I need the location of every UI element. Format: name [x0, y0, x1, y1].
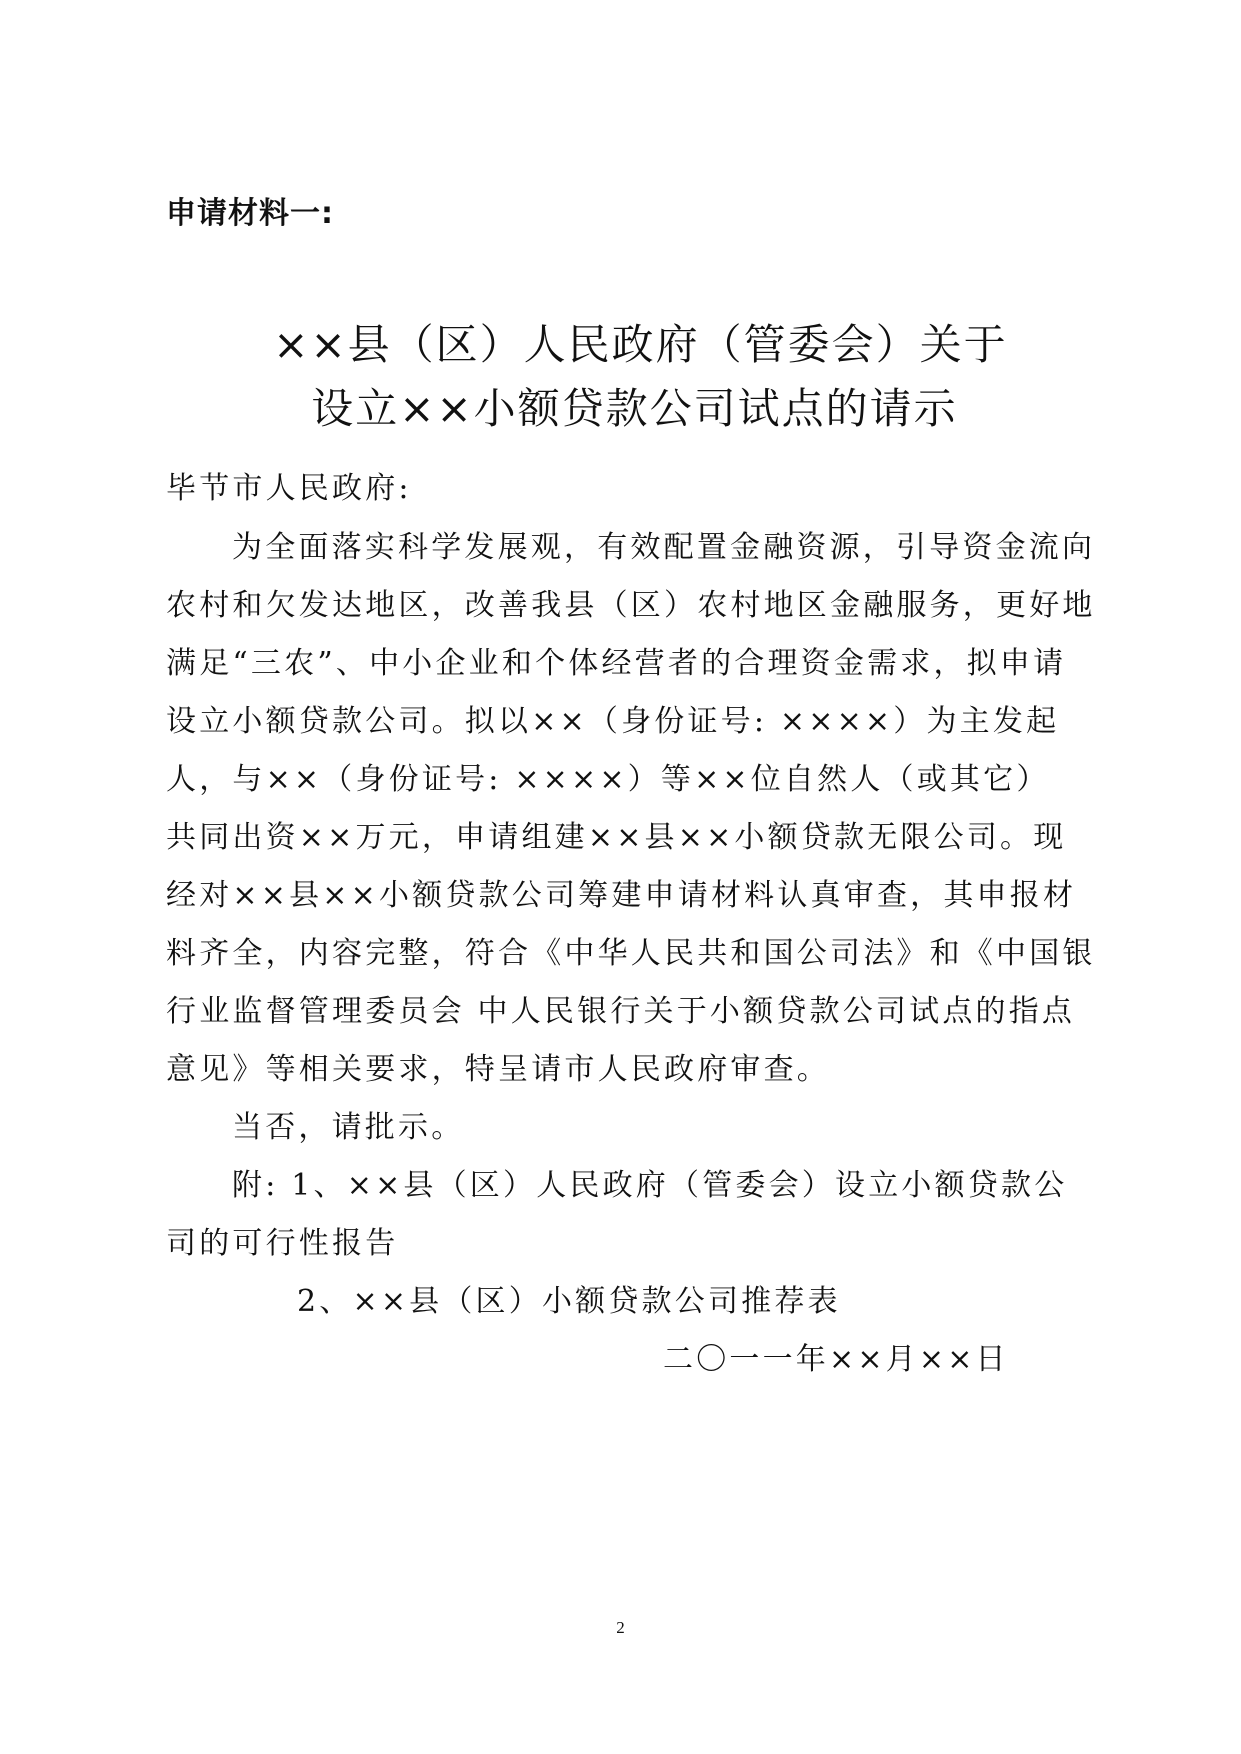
salutation: 毕节市人民政府:	[166, 471, 412, 506]
closing-request: 当否，请批示。	[232, 1110, 465, 1145]
body-line-1: 为全面落实科学发展观，有效配置金融资源，引导资金流向	[232, 530, 1096, 565]
attachment-line-1: 附: 1、××县（区）人民政府（管委会）设立小额贷款公	[232, 1168, 1068, 1203]
body-line-10: 意见》等相关要求，特呈请市人民政府审查。	[166, 1052, 830, 1087]
body-line-2: 农村和欠发达地区，改善我县（区）农村地区金融服务，更好地	[166, 588, 1096, 623]
body-line-7: 经对××县××小额贷款公司筹建申请材料认真审查，其申报材	[166, 878, 1077, 913]
document-date: 二〇一一年××月××日	[663, 1342, 1009, 1377]
material-label: 申请材料一:	[166, 196, 334, 231]
document-title-line-2: 设立××小额贷款公司试点的请示	[311, 384, 958, 433]
attachment-line-2: 2、××县（区）小额贷款公司推荐表	[297, 1284, 841, 1319]
body-line-5: 人，与××（身份证号: ××××）等××位自然人（或其它）	[166, 762, 1050, 797]
body-line-8: 料齐全，内容完整，符合《中华人民共和国公司法》和《中国银	[166, 936, 1096, 971]
body-line-6: 共同出资××万元，申请组建××县××小额贷款无限公司。现	[166, 820, 1067, 855]
document-title-line-1: ××县（区）人民政府（管委会）关于	[273, 320, 1008, 369]
attachment-line-1-continued: 司的可行性报告	[166, 1226, 399, 1261]
body-line-9: 行业监督管理委员会 中人民银行关于小额贷款公司试点的指点	[166, 994, 1076, 1029]
body-line-4: 设立小额贷款公司。拟以××（身份证号: ××××）为主发起	[166, 704, 1060, 739]
page-number: 2	[616, 1618, 625, 1637]
body-line-3: 满足“三农”、中小企业和个体经营者的合理资金需求，拟申请	[166, 646, 1067, 681]
